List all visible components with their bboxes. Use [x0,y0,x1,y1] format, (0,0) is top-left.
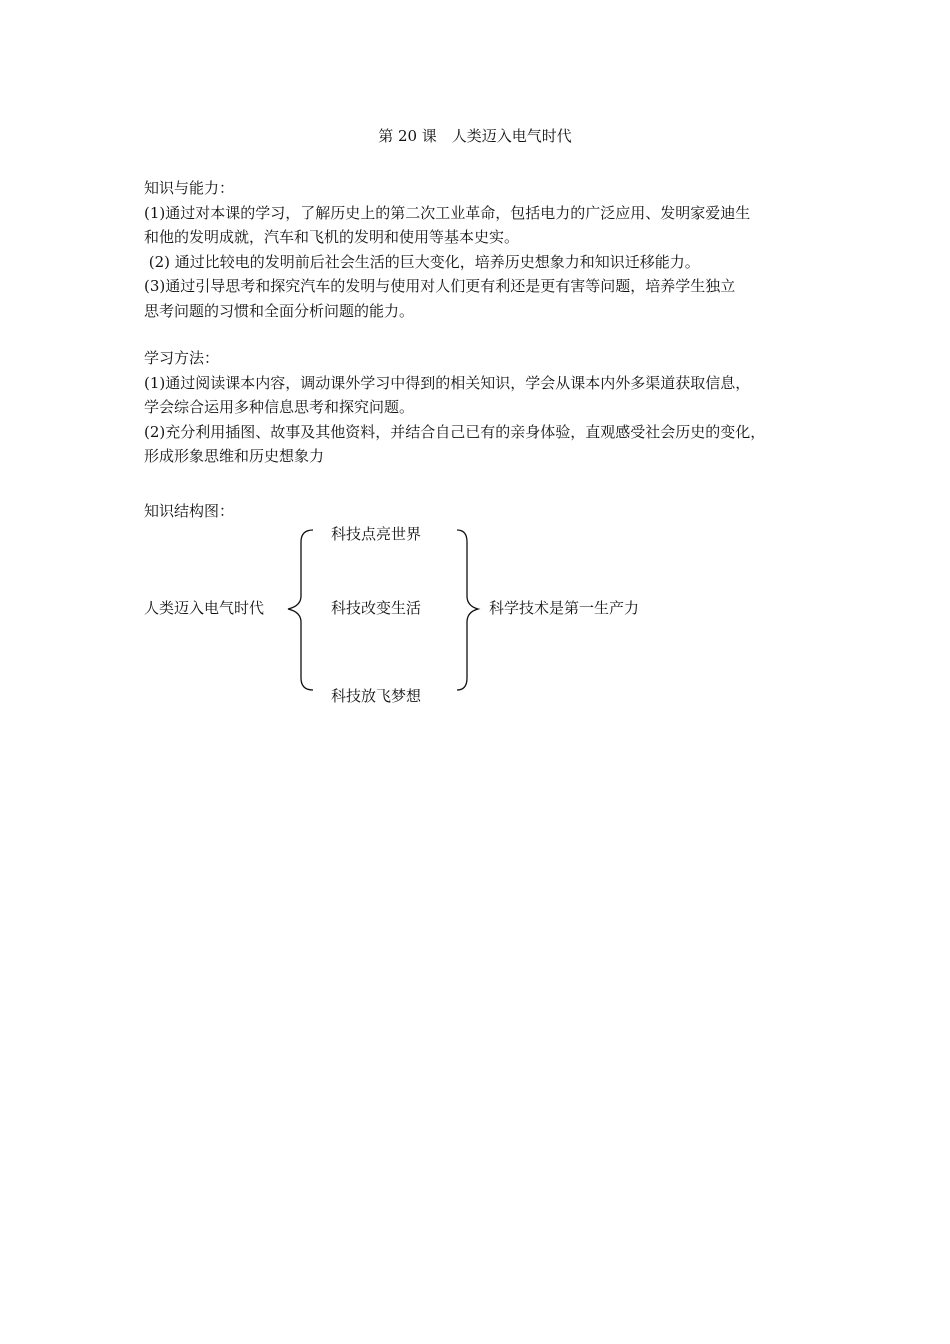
diagram-branch-node: 科技点亮世界 [331,525,422,543]
left-brace-shape [288,530,313,690]
section-heading: 知识结构图： [144,502,235,520]
paragraph-line: (2)充分利用插图、故事及其他资料，并结合自己已有的亲身体验，直观感受社会历史的变化， [144,422,766,441]
diagram-root-node: 人类迈入电气时代 [144,599,265,617]
diagram-branch-node: 科技改变生活 [331,599,422,617]
diagram-branch-node: 科技放飞梦想 [331,687,422,705]
paragraph-line: 学会综合运用多种信息思考和探究问题。 [144,398,415,416]
section-heading: 知识与能力： [144,179,235,197]
paragraph-line: 思考问题的习惯和全面分析问题的能力。 [144,301,415,320]
diagram-conclusion-node: 科学技术是第一生产力 [489,599,640,617]
paragraph-line: (1)通过对本课的学习，了解历史上的第二次工业革命，包括电力的广泛应用、发明家爱迪生 [144,203,751,222]
paragraph-line: (3)通过引导思考和探究汽车的发明与使用对人们更有利还是更有害等问题，培养学生独立 [144,277,736,295]
paragraph-line: (2) 通过比较电的发明前后社会生活的巨大变化，培养历史想象力和知识迁移能力。 [144,252,700,271]
section-heading: 学习方法： [144,349,220,367]
paragraph-line: 形成形象思维和历史想象力 [144,447,325,465]
page-title: 第 20 课 人类迈入电气时代 [378,127,572,145]
right-brace-shape [457,530,478,690]
paragraph-line: 和他的发明成就，汽车和飞机的发明和使用等基本史实。 [144,228,520,246]
paragraph-line: (1)通过阅读课本内容，调动课外学习中得到的相关知识，学会从课本内外多渠道获取信息， [144,373,751,392]
